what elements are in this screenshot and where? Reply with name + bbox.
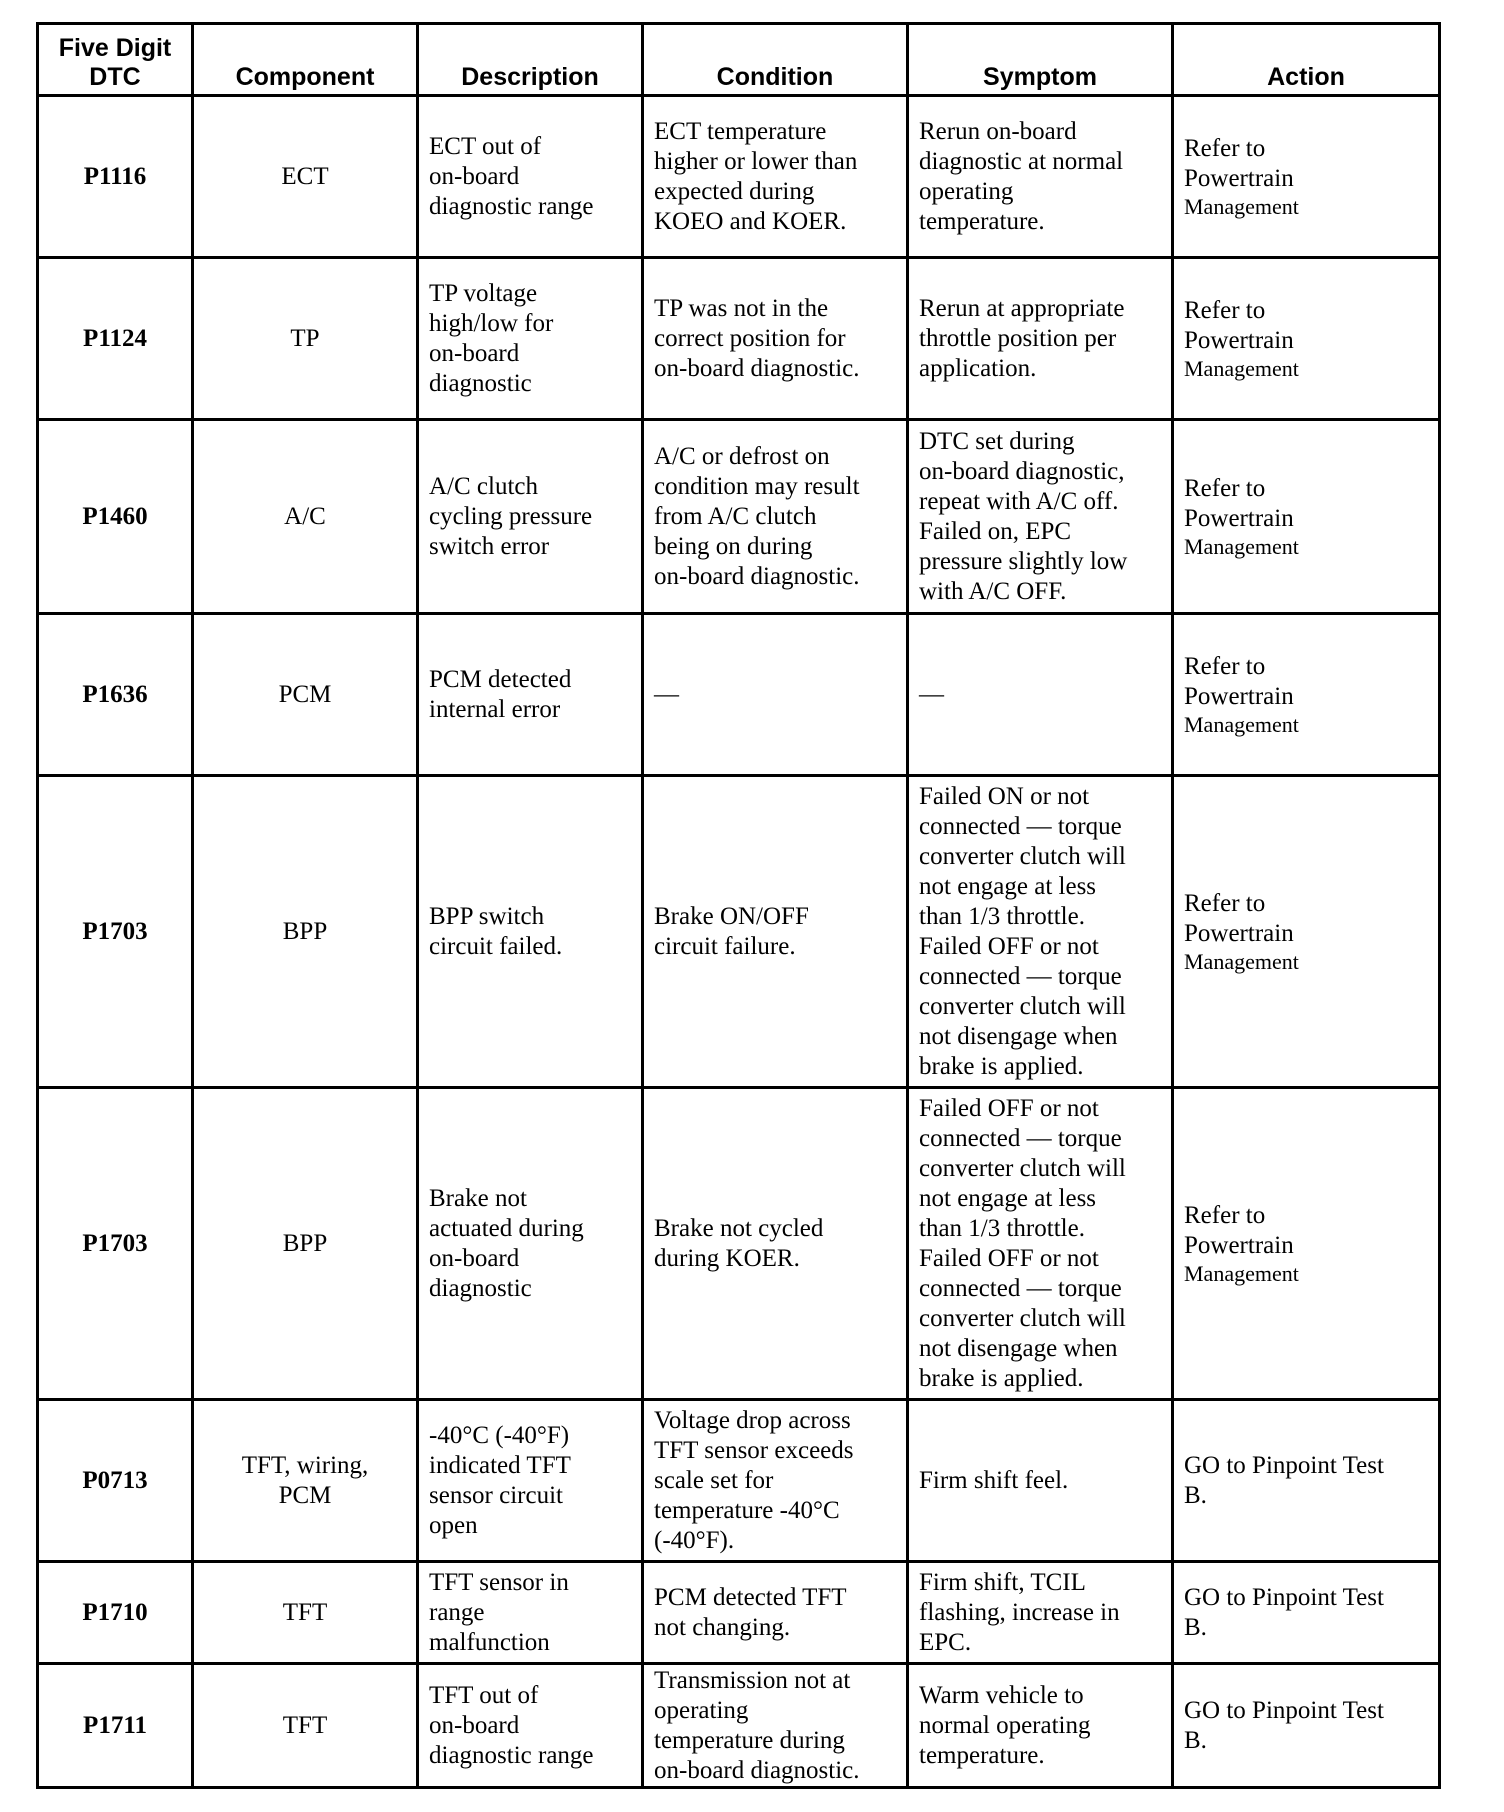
action-line: Refer to xyxy=(1184,1201,1266,1229)
action-line: GO to Pinpoint Test xyxy=(1184,1583,1384,1611)
action-line: Management xyxy=(1184,948,1299,974)
component-cell: TP xyxy=(193,258,418,420)
condition-cell: ECT temperature higher or lower than expected during KOEO and KOER. xyxy=(643,96,908,258)
action-cell xyxy=(1173,1562,1440,1664)
action-line: Management xyxy=(1184,711,1299,737)
action-line: Powertrain xyxy=(1184,326,1294,354)
description-cell: -40°C (-40°F) indicated TFT sensor circuit open xyxy=(418,1400,643,1562)
condition-cell: PCM detected TFT not changing. xyxy=(643,1562,908,1664)
table-row xyxy=(38,420,1440,614)
action-line: GO to Pinpoint Test xyxy=(1184,1696,1384,1724)
action-line: Refer to xyxy=(1184,134,1266,162)
component-cell: PCM xyxy=(193,614,418,776)
table-row xyxy=(38,1664,1440,1788)
condition-cell: Transmission not at operating temperature during on-board diagnostic. xyxy=(643,1664,908,1788)
condition-cell: A/C or defrost on condition may result from A/C clutch being on during on-board diagnostic. xyxy=(643,420,908,614)
action-line: Powertrain xyxy=(1184,504,1294,532)
symptom-cell: Failed ON or not connected — torque converter clutch will not engage at less than 1/3 throttle. Failed OFF or not connected — torque converter clutch will not disengage when brake is applied. xyxy=(908,776,1173,1088)
description-cell: TFT out of on-board diagnostic range xyxy=(418,1664,643,1788)
dtc-code: P1636 xyxy=(38,614,193,776)
header-dtc: Five Digit DTC xyxy=(38,24,193,96)
condition-cell: Brake ON/OFF circuit failure. xyxy=(643,776,908,1088)
component-cell: A/C xyxy=(193,420,418,614)
table-row xyxy=(38,776,1440,1088)
table-row xyxy=(38,1088,1440,1400)
dtc-code: P1124 xyxy=(38,258,193,420)
header-condition: Condition xyxy=(643,24,908,96)
action-line: B. xyxy=(1184,1726,1207,1754)
action-cell xyxy=(1173,96,1440,258)
dtc-table xyxy=(36,22,1441,1789)
symptom-cell: — xyxy=(908,614,1173,776)
symptom-cell: Rerun at appropriate throttle position per application. xyxy=(908,258,1173,420)
condition-cell: Voltage drop across TFT sensor exceeds scale set for temperature -40°C (-40°F). xyxy=(643,1400,908,1562)
table-row xyxy=(38,258,1440,420)
description-cell: ECT out of on-board diagnostic range xyxy=(418,96,643,258)
action-cell xyxy=(1173,776,1440,1088)
table-row xyxy=(38,1562,1440,1664)
dtc-code: P1711 xyxy=(38,1664,193,1788)
header-row xyxy=(38,24,1440,96)
table-row xyxy=(38,614,1440,776)
component-cell: TFT, wiring, PCM xyxy=(193,1400,418,1562)
description-cell: A/C clutch cycling pressure switch error xyxy=(418,420,643,614)
table-row xyxy=(38,1400,1440,1562)
dtc-code: P1703 xyxy=(38,1088,193,1400)
symptom-cell: DTC set during on-board diagnostic, repeat with A/C off. Failed on, EPC pressure slightly low with A/C OFF. xyxy=(908,420,1173,614)
description-cell: Brake not actuated during on-board diagnostic xyxy=(418,1088,643,1400)
symptom-cell: Firm shift feel. xyxy=(908,1400,1173,1562)
action-cell xyxy=(1173,614,1440,776)
component-cell: TFT xyxy=(193,1562,418,1664)
action-line: B. xyxy=(1184,1613,1207,1641)
dtc-code: P1703 xyxy=(38,776,193,1088)
action-line: Powertrain xyxy=(1184,164,1294,192)
description-cell: TP voltage high/low for on-board diagnostic xyxy=(418,258,643,420)
action-line: GO to Pinpoint Test xyxy=(1184,1451,1384,1479)
symptom-cell: Rerun on-board diagnostic at normal operating temperature. xyxy=(908,96,1173,258)
action-line: Refer to xyxy=(1184,889,1266,917)
header-description: Description xyxy=(418,24,643,96)
header-component: Component xyxy=(193,24,418,96)
header-action: Action xyxy=(1173,24,1440,96)
dtc-code: P1460 xyxy=(38,420,193,614)
symptom-cell: Warm vehicle to normal operating temperature. xyxy=(908,1664,1173,1788)
action-line: Refer to xyxy=(1184,474,1266,502)
dtc-code: P0713 xyxy=(38,1400,193,1562)
action-line: Management xyxy=(1184,1260,1299,1286)
action-line: Management xyxy=(1184,533,1299,559)
description-cell: BPP switch circuit failed. xyxy=(418,776,643,1088)
dtc-code: P1116 xyxy=(38,96,193,258)
action-line: Powertrain xyxy=(1184,1231,1294,1259)
dtc-code: P1710 xyxy=(38,1562,193,1664)
component-cell: BPP xyxy=(193,776,418,1088)
action-line: B. xyxy=(1184,1481,1207,1509)
action-line: Powertrain xyxy=(1184,919,1294,947)
action-line: Powertrain xyxy=(1184,682,1294,710)
condition-cell: TP was not in the correct position for on-board diagnostic. xyxy=(643,258,908,420)
action-line: Management xyxy=(1184,355,1299,381)
symptom-cell: Firm shift, TCIL flashing, increase in EPC. xyxy=(908,1562,1173,1664)
action-line: Management xyxy=(1184,193,1299,219)
header-symptom: Symptom xyxy=(908,24,1173,96)
table-row xyxy=(38,96,1440,258)
symptom-cell: Failed OFF or not connected — torque converter clutch will not engage at less than 1/3 throttle. Failed OFF or not connected — torque converter clutch will not disengage when brake is applied. xyxy=(908,1088,1173,1400)
action-cell xyxy=(1173,258,1440,420)
action-cell xyxy=(1173,1088,1440,1400)
action-line: Refer to xyxy=(1184,296,1266,324)
component-cell: ECT xyxy=(193,96,418,258)
action-cell xyxy=(1173,1400,1440,1562)
action-line: Refer to xyxy=(1184,652,1266,680)
action-cell xyxy=(1173,1664,1440,1788)
action-cell xyxy=(1173,420,1440,614)
component-cell: TFT xyxy=(193,1664,418,1788)
description-cell: PCM detected internal error xyxy=(418,614,643,776)
condition-cell: — xyxy=(643,614,908,776)
condition-cell: Brake not cycled during KOER. xyxy=(643,1088,908,1400)
description-cell: TFT sensor in range malfunction xyxy=(418,1562,643,1664)
component-cell: BPP xyxy=(193,1088,418,1400)
